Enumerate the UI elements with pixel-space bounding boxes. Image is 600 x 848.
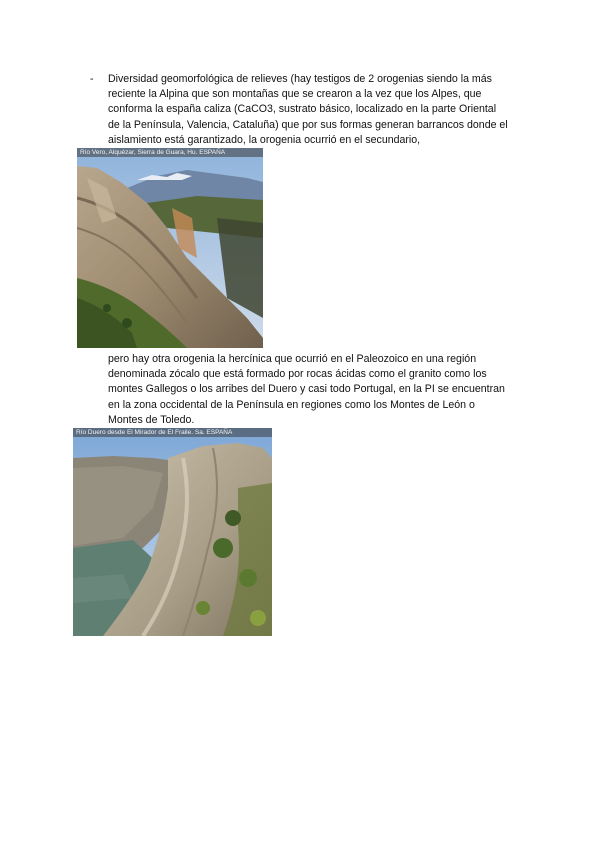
text-line: reciente la Alpina que son montañas que se crearon a la vez que los Alpes, que xyxy=(108,88,482,101)
canyon-limestone-illustration xyxy=(77,148,263,348)
text-line: Diversidad geomorfológica de relieves (hay testigos de 2 orogenias siendo la más xyxy=(108,73,492,85)
text-line: en la zona occidental de la Península en regiones como los Montes de León o xyxy=(108,398,475,411)
text-line: montes Gallegos o los arribes del Duero y casi todo Portugal, en la PI se encuentran xyxy=(108,383,505,396)
text-line: Montes de Toledo. xyxy=(108,413,195,426)
photo-caption: Río Duero desde El Mirador de El Fraile. Sa. ESPAÑA xyxy=(73,428,272,437)
text-line: denominada zócalo que está formado por rocas ácidas como el granito como los xyxy=(108,368,487,381)
paragraph-hercynian-orogeny xyxy=(108,352,505,428)
granite-gorge-illustration xyxy=(73,428,272,636)
bullet-dash: - xyxy=(90,73,94,85)
paragraph-alpine-orogeny xyxy=(108,72,508,148)
text-line: pero hay otra orogenia la hercínica que ocurrió en el Paleozoico en una región xyxy=(108,353,477,365)
photo-caption: Río Vero, Alquézar, Sierra de Guara, Hu. ESPAÑA xyxy=(77,148,263,157)
canyon-photo xyxy=(77,148,263,348)
text-line: de la Península, Valencia, Cataluña) que por sus formas generan barrancos donde el xyxy=(108,118,508,131)
gorge-photo xyxy=(73,428,272,636)
text-line: conforma la españa caliza (CaCO3, sustrato básico, localizado en la parte Oriental xyxy=(108,103,497,116)
text-line: aislamiento está garantizado, la orogenia ocurrió en el secundario, xyxy=(108,133,421,146)
